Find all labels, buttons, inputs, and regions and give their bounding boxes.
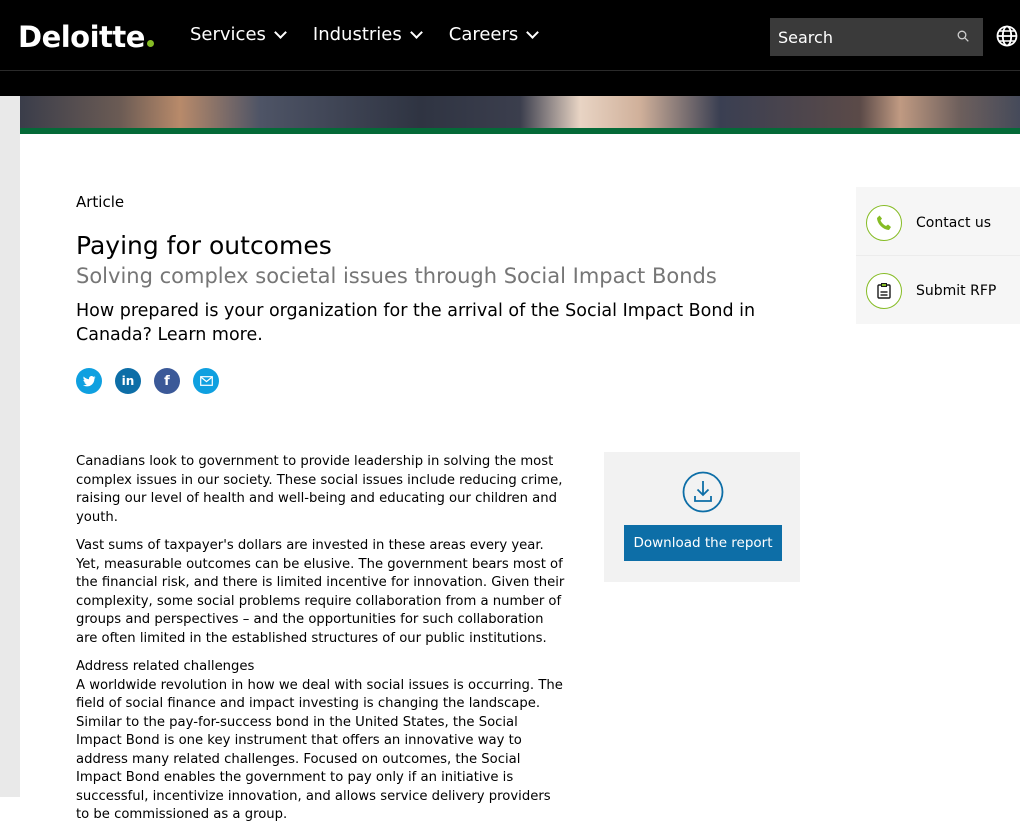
page-title: Paying for outcomes xyxy=(76,231,332,260)
search-icon[interactable] xyxy=(957,30,969,42)
contact-us-label: Contact us xyxy=(916,215,992,231)
download-icon[interactable] xyxy=(682,471,724,513)
search-input[interactable] xyxy=(778,28,948,47)
clipboard-icon xyxy=(866,273,902,309)
body-paragraph: Canadians look to government to provide leadership in solving the most complex issues in our society. These social issues include reducing crime, raising our level of health and well-being and educating our children and youth. xyxy=(76,454,563,525)
nav-industries[interactable] xyxy=(313,24,421,45)
email-icon[interactable] xyxy=(193,368,219,394)
linkedin-icon[interactable]: in xyxy=(115,368,141,394)
main-nav xyxy=(190,24,537,45)
hero-image xyxy=(20,96,1020,128)
page-subtitle: Solving complex societal issues through Social Impact Bonds xyxy=(76,264,717,288)
article-body xyxy=(76,453,566,835)
nav-careers-label: Careers xyxy=(448,24,519,45)
globe-icon[interactable] xyxy=(996,25,1018,47)
phone-icon xyxy=(866,205,902,241)
article-type-label: Article xyxy=(76,193,125,211)
logo-dot xyxy=(147,40,154,47)
search-box xyxy=(770,18,983,56)
left-rail xyxy=(0,96,20,797)
panel-divider xyxy=(856,255,1020,256)
body-paragraph: A worldwide revolution in how we deal with social issues is occurring. The field of social finance and impact investing is changing the landscape. Similar to the pay-for-success bond in the United States, the Social Impact Bond is one key instrument that offers an innovative way to address many related challenges. Focused on outcomes, the Social Impact Bond enables the government to pay only if an initiative is successful, incentivize innovation, and allows service delivery providers to be commissioned as a group. xyxy=(76,677,563,822)
submit-rfp-link[interactable] xyxy=(866,273,996,309)
header-divider xyxy=(0,70,1020,71)
nav-careers[interactable] xyxy=(449,24,538,45)
chevron-down-icon xyxy=(274,26,287,39)
chevron-down-icon xyxy=(526,26,539,39)
download-panel xyxy=(604,452,800,582)
section-heading: Address related challenges xyxy=(76,659,255,674)
article-lede: How prepared is your organization for the arrival of the Social Impact Bond in Canada? Learn more. xyxy=(76,301,756,345)
deloitte-logo[interactable]: Deloitte xyxy=(18,20,154,54)
facebook-icon[interactable]: f xyxy=(154,368,180,394)
nav-services[interactable] xyxy=(190,24,285,45)
nav-industries-label: Industries xyxy=(312,24,402,45)
submit-rfp-label: Submit RFP xyxy=(916,283,997,299)
share-bar xyxy=(76,368,219,394)
contact-panel xyxy=(856,187,1020,324)
download-report-button[interactable]: Download the report xyxy=(624,525,782,561)
body-paragraph: Vast sums of taxpayer's dollars are invested in these areas every year. Yet, measurable outcomes can be elusive. The government bears most of the financial risk, and there is limited incentive for innovation. Given their complexity, some social problems require collaboration from a number of groups and perspectives – and the opportunities for such collaboration are often limited in the established structures of our public institutions. xyxy=(76,538,565,646)
twitter-icon[interactable] xyxy=(76,368,102,394)
contact-us-link[interactable] xyxy=(866,205,991,241)
hero-green-stripe xyxy=(20,128,1020,134)
nav-services-label: Services xyxy=(190,24,266,45)
chevron-down-icon xyxy=(410,26,423,39)
